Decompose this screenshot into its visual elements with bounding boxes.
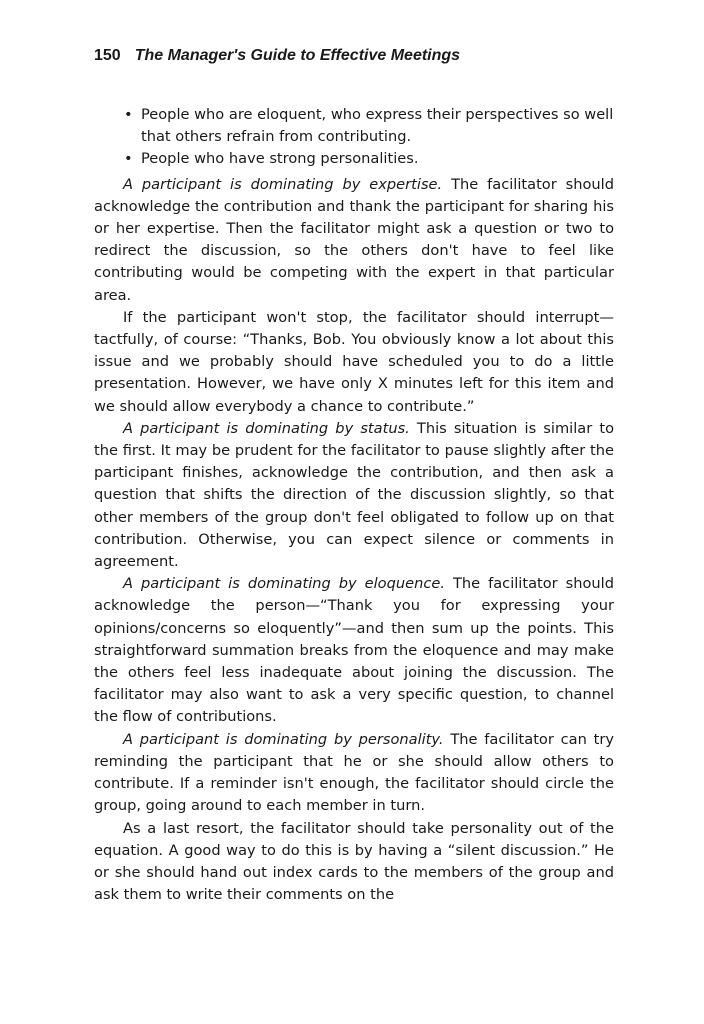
bullet-item: • People who have strong personalities. — [94, 148, 614, 170]
paragraph-lead: A participant is dominating by personality. — [123, 730, 444, 748]
paragraph-text: This situation is similar to the first. It may be prudent for the facilitator to pause slightly after the participant finishes, acknowledge the contribution, and then ask a question that shifts the direction of the discussion slightly, so that other members of the group don't feel obligated to follow up on that contribution. Otherwise, you can expect silence or comments in agreement. — [94, 419, 614, 571]
paragraph-lead: A participant is dominating by expertise. — [123, 175, 443, 193]
page-number: 150 — [94, 47, 121, 64]
paragraph-personality — [94, 729, 614, 818]
paragraph-text: As a last resort, the facilitator should take personality out of the equation. A good way to do this is by having a “silent discussion.” He or she should hand out index cards to the members of the group and ask them to write their comments on the — [94, 819, 614, 904]
paragraph-lead: A participant is dominating by eloquence. — [123, 575, 445, 593]
paragraph-interrupt — [94, 307, 614, 418]
paragraph-status — [94, 418, 614, 573]
bullet-item: • People who are eloquent, who express their perspectives so well that others refrain from contributing. — [94, 104, 614, 148]
paragraph-text: The facilitator should acknowledge the contribution and thank the participant for sharing his or her expertise. Then the facilitator might ask a question or two to redirect the discussion, so the others don't have to feel like contributing would be competing with the expert in that particular area. — [94, 175, 614, 304]
book-title: The Manager's Guide to Effective Meetings — [134, 47, 461, 64]
paragraph-text: The facilitator should acknowledge the person—“Thank you for expressing your opinions/concerns so eloquently”—and then sum up the points. This straightforward summation breaks from the eloquence and may make the others feel less inadequate about joining the discussion. The facilitator may also want to ask a very specific question, to channel the flow of contributions. — [94, 575, 615, 726]
running-header — [94, 45, 460, 67]
paragraph-lead: A participant is dominating by status. — [123, 419, 410, 437]
paragraph-text: The facilitator can try reminding the participant that he or she should allow others to contribute. If a reminder isn't enough, the facilitator should circle the group, going around to each member in turn. — [94, 730, 614, 815]
page-body — [94, 104, 614, 906]
paragraph-last-resort — [94, 818, 614, 907]
paragraph-eloquence — [94, 573, 614, 728]
bullet-list — [94, 104, 614, 171]
paragraph-text: If the participant won't stop, the facilitator should interrupt—tactfully, of course: “Thanks, Bob. You obviously know a lot about this issue and we probably should have scheduled you to do a little presentation. However, we have only X minutes left for this item and we should allow everybody a chance to contribute.” — [94, 308, 614, 415]
paragraph-expertise — [94, 174, 614, 307]
